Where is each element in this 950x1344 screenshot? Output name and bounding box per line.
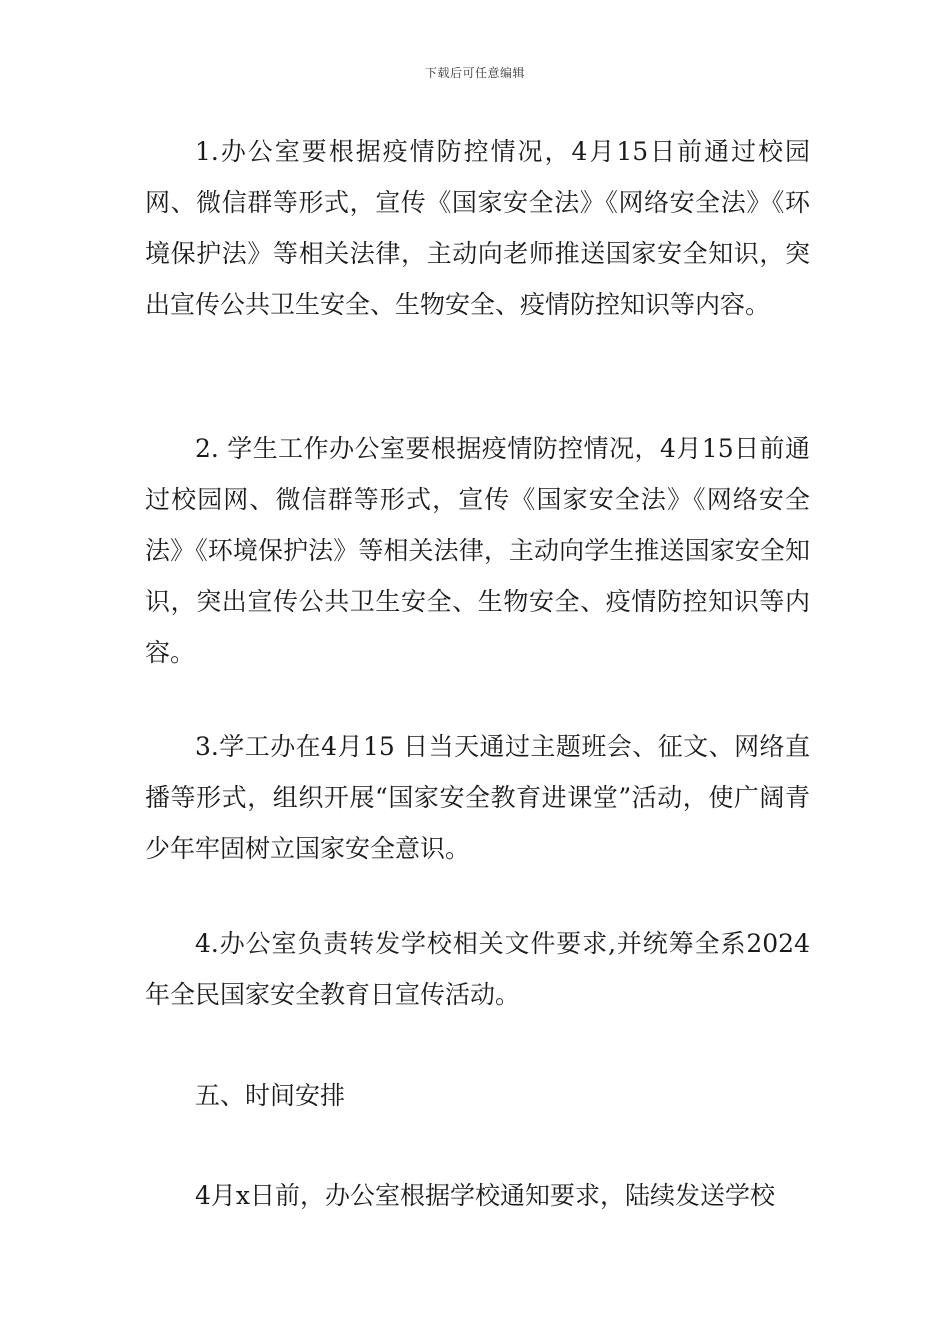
paragraph-item-1: 1.办公室要根据疫情防控情况，4月15日前通过校园网、微信群等形式，宣传《国家安全法》《网络安全法》《环境保护法》等相关法律，主动向老师推送国家安全知识，突出宣传公共卫生安全、生物安全、疫情防控知识等内容。 — [145, 137, 810, 319]
paragraph-item-4: 4.办公室负责转发学校相关文件要求,并统筹全系2024年全民国家安全教育日宣传活动。 — [145, 929, 810, 1009]
paragraph-schedule: 4月x日前，办公室根据学校通知要求，陆续发送学校 — [195, 1181, 776, 1210]
paragraph-item-3: 3.学工办在4月15 日当天通过主题班会、征文、网络直播等形式，组织开展“国家安全教育进课堂”活动，使广阔青少年牢固树立国家安全意识。 — [145, 732, 810, 863]
page-header: 下载后可任意编辑 — [424, 66, 525, 80]
paragraph-item-2: 2. 学生工作办公室要根据疫情防控情况，4月15日前通过校园网、微信群等形式，宣传《国家安全法》《网络安全法》《环境保护法》等相关法律，主动向学生推送国家安全知识，突出宣传公共卫生安全、生物安全、疫情防控知识等内容。 — [145, 434, 810, 667]
section-heading-schedule: 五、时间安排 — [195, 1081, 346, 1110]
